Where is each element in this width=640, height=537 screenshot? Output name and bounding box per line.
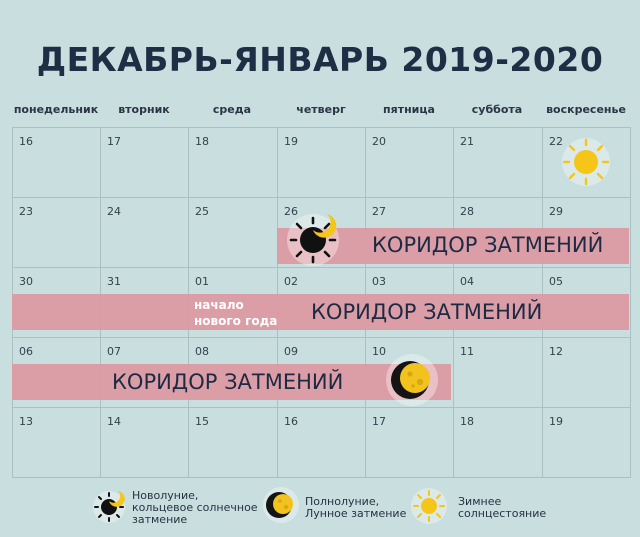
day-number: 01 (195, 275, 209, 288)
day-cell (13, 408, 101, 478)
day-number: 28 (460, 205, 474, 218)
day-number: 19 (284, 135, 298, 148)
full-moon-eclipse-icon (384, 352, 440, 408)
day-number: 18 (460, 415, 474, 428)
day-cell (189, 408, 278, 478)
day-cell (278, 408, 366, 478)
weekday-sat: суббота (471, 103, 523, 116)
day-cell (366, 408, 454, 478)
day-number: 13 (19, 415, 33, 428)
day-number: 12 (549, 345, 563, 358)
page-title: ДЕКАБРЬ-ЯНВАРЬ 2019-2020 (36, 40, 604, 79)
solstice-sun-icon (556, 134, 616, 190)
day-number: 30 (19, 275, 33, 288)
weekday-fri: пятница (383, 103, 435, 116)
legend-full-moon-text: Полнолуние, Лунное затмение (305, 495, 407, 520)
day-cell (101, 408, 189, 478)
day-number: 21 (460, 135, 474, 148)
day-number: 05 (549, 275, 563, 288)
weekday-header (12, 103, 630, 119)
day-number: 07 (107, 345, 121, 358)
day-number: 11 (460, 345, 474, 358)
new-year-note: начало нового года (194, 298, 278, 328)
day-cell (101, 198, 189, 268)
day-number: 20 (372, 135, 386, 148)
legend-solstice-text: Зимнее солнцестояние (458, 495, 547, 520)
day-cell (189, 198, 278, 268)
legend-new-moon-icon (91, 487, 129, 525)
day-cell (13, 128, 101, 198)
day-cell (454, 338, 543, 408)
weekday-sun: воскресенье (546, 103, 626, 116)
day-number: 17 (372, 415, 386, 428)
day-number: 31 (107, 275, 121, 288)
eclipse-corridor-label-1: КОРИДОР ЗАТМЕНИЙ (372, 233, 604, 257)
day-number: 03 (372, 275, 386, 288)
day-number: 08 (195, 345, 209, 358)
weekday-wed: среда (212, 103, 252, 116)
eclipse-corridor-label-2: КОРИДОР ЗАТМЕНИЙ (311, 300, 543, 324)
day-number: 10 (372, 345, 386, 358)
day-number: 26 (284, 205, 298, 218)
day-number: 15 (195, 415, 209, 428)
day-number: 17 (107, 135, 121, 148)
day-number: 16 (19, 135, 33, 148)
day-cell (278, 128, 366, 198)
day-number: 23 (19, 205, 33, 218)
day-number: 22 (549, 135, 563, 148)
weekday-mon: понедельник (13, 103, 99, 116)
day-number: 04 (460, 275, 474, 288)
day-cell (101, 128, 189, 198)
day-cell (454, 408, 543, 478)
day-number: 29 (549, 205, 563, 218)
legend-full-moon-icon (262, 486, 300, 524)
day-number: 09 (284, 345, 298, 358)
day-cell (543, 338, 631, 408)
day-number: 18 (195, 135, 209, 148)
day-number: 14 (107, 415, 121, 428)
day-number: 02 (284, 275, 298, 288)
day-number: 19 (549, 415, 563, 428)
day-number: 16 (284, 415, 298, 428)
day-number: 06 (19, 345, 33, 358)
day-number: 25 (195, 205, 209, 218)
day-cell (189, 128, 278, 198)
day-cell (13, 198, 101, 268)
day-number: 24 (107, 205, 121, 218)
day-cell (543, 408, 631, 478)
day-cell (366, 128, 454, 198)
weekday-tue: вторник (118, 103, 170, 116)
weekday-thu: четверг (296, 103, 346, 116)
eclipse-corridor-label-3: КОРИДОР ЗАТМЕНИЙ (112, 370, 344, 394)
day-number: 27 (372, 205, 386, 218)
new-moon-eclipse-icon (283, 206, 347, 268)
day-cell (454, 128, 543, 198)
legend-solstice-icon (410, 487, 448, 525)
legend-new-moon-text: Новолуние, кольцевое солнечное затмение (132, 489, 258, 526)
